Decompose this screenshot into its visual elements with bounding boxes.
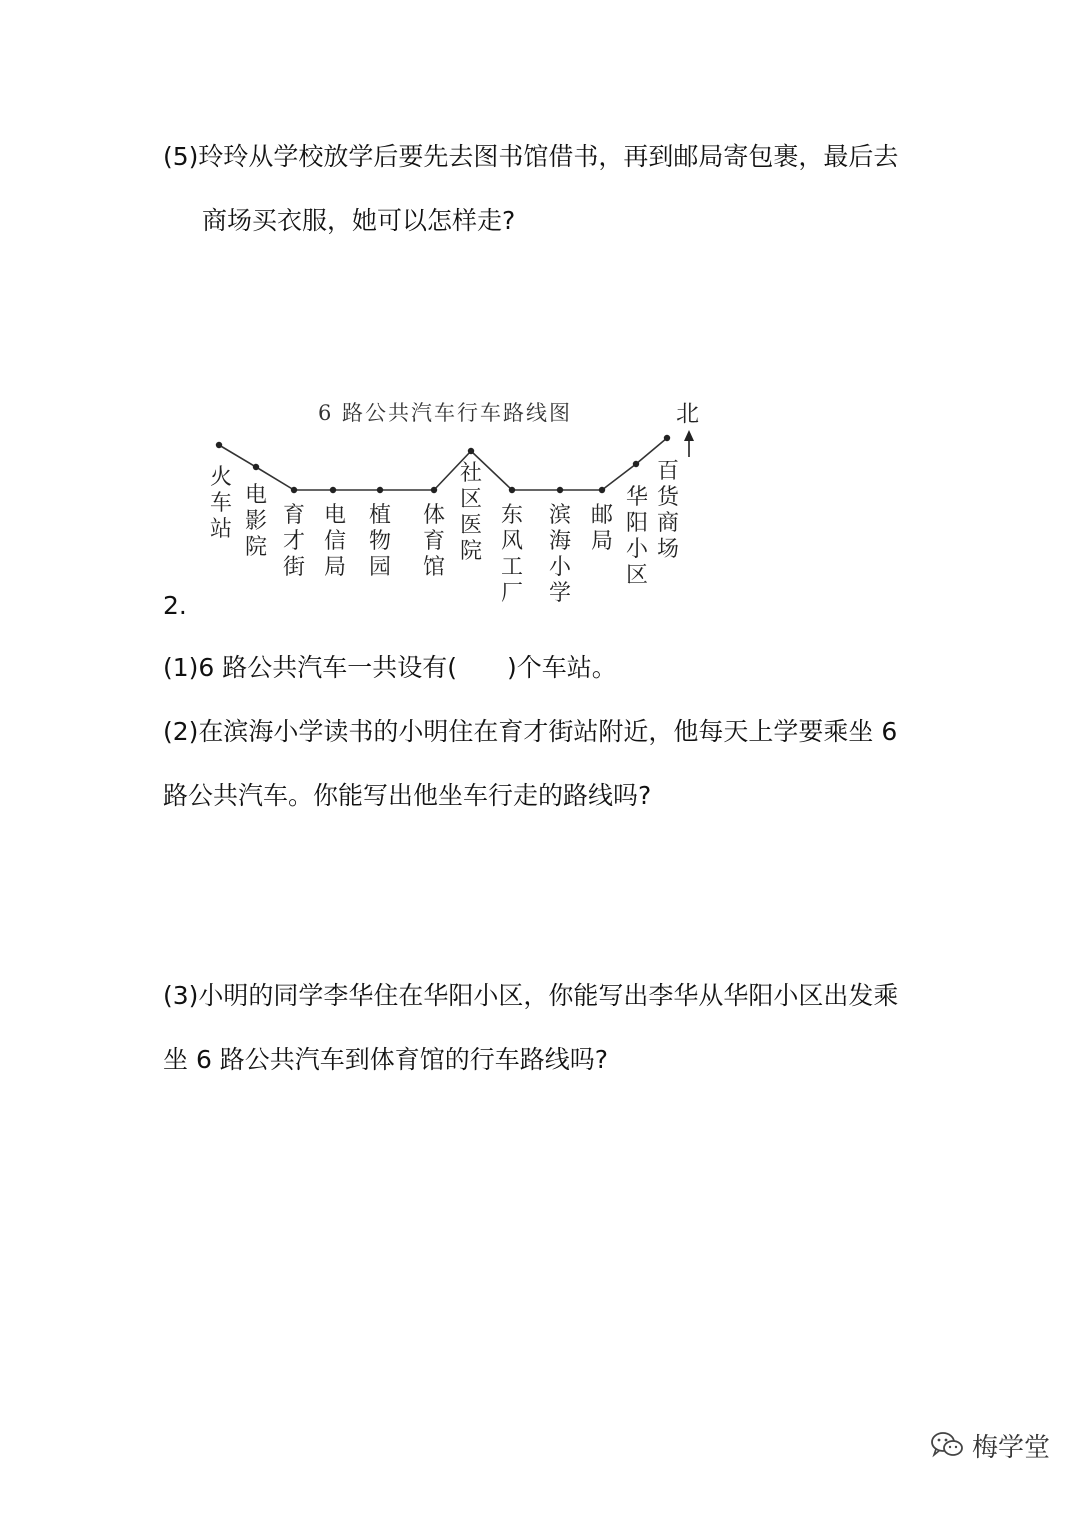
route-map-title: 6 路公共汽车行车路线图 (318, 401, 573, 425)
stop-label: 火车站 (209, 465, 233, 542)
stop-label: 电影院 (244, 483, 268, 560)
watermark-text: 梅学堂 (972, 1432, 1051, 1463)
stop-dot (664, 435, 670, 441)
stop-label: 东风工厂 (500, 503, 524, 606)
question-5-line-1: (5)玲玲从学校放学后要先去图书馆借书，再到邮局寄包裹，最后去 (163, 142, 899, 171)
north-arrow-icon (684, 430, 694, 441)
stop-label: 育才街 (282, 503, 306, 580)
problem-2-number: 2. (163, 591, 187, 620)
stop-dot (431, 487, 437, 493)
wechat-bubble-icon (930, 1430, 964, 1460)
north-label: 北 (676, 401, 699, 427)
stop-label: 百货商场 (656, 459, 680, 562)
problem-2-question-3-line-1: (3)小明的同学李华住在华阳小区，你能写出李华从华阳小区出发乘 (163, 981, 899, 1010)
stop-label: 电信局 (323, 503, 347, 580)
stop-dot (468, 448, 474, 454)
stop-label: 华阳小区 (625, 485, 649, 588)
problem-2-question-1: (1)6 路公共汽车一共设有( )个车站。 (163, 653, 617, 682)
stop-dot (253, 464, 259, 470)
stop-dot (377, 487, 383, 493)
stop-label: 体育馆 (422, 503, 446, 580)
stop-label: 社区医院 (459, 461, 483, 564)
stop-dot (599, 487, 605, 493)
stop-dot (557, 487, 563, 493)
route-map-diagram (0, 0, 1080, 620)
stop-dot (330, 487, 336, 493)
stop-label: 邮局 (590, 503, 614, 554)
watermark (930, 1425, 1050, 1465)
stop-label: 滨海小学 (548, 503, 572, 606)
problem-2-question-2-line-1: (2)在滨海小学读书的小明住在育才街站附近，他每天上学要乘坐 6 (163, 717, 898, 746)
stop-dot (216, 442, 222, 448)
problem-2-question-2-line-2: 路公共汽车。你能写出他坐车行走的路线吗? (163, 781, 652, 810)
stop-dot (509, 487, 515, 493)
question-5-line-2: 商场买衣服，她可以怎样走? (202, 206, 516, 235)
route-line (219, 438, 667, 490)
stop-label: 植物园 (368, 503, 392, 580)
stop-dot (291, 487, 297, 493)
stop-dot (633, 461, 639, 467)
route-stops (210, 435, 681, 606)
problem-2-question-3-line-2: 坐 6 路公共汽车到体育馆的行车路线吗? (163, 1045, 609, 1074)
